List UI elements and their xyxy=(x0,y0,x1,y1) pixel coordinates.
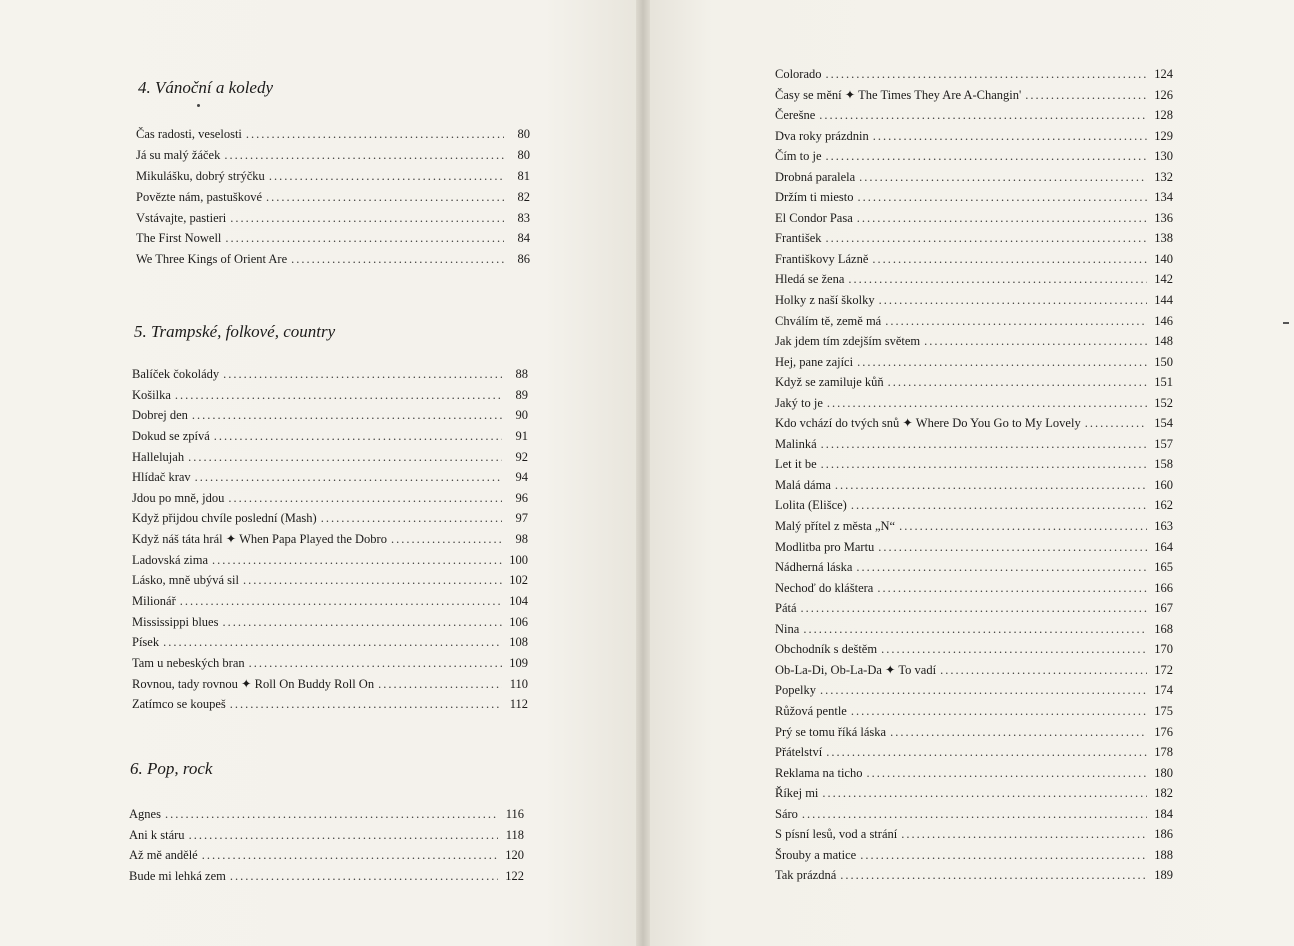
toc-entry-page-number: 167 xyxy=(1154,601,1173,616)
dot-leader xyxy=(901,826,1147,842)
section-entry-list xyxy=(136,126,530,272)
toc-entry xyxy=(132,469,528,490)
toc-entry-title: Modlitba pro Martu xyxy=(775,539,875,554)
dot-leader xyxy=(924,333,1147,349)
toc-entry-page-number: 164 xyxy=(1154,539,1173,554)
dot-leader xyxy=(835,477,1147,493)
toc-entry-title: S písní lesů, vod a strání xyxy=(775,827,898,842)
toc-entry-page-number: 152 xyxy=(1154,395,1173,410)
toc-entry-page-number: 89 xyxy=(515,387,528,402)
dot-leader xyxy=(890,724,1147,740)
toc-entry-page-number: 120 xyxy=(505,848,524,862)
toc-entry-page-number: 176 xyxy=(1154,724,1173,739)
toc-entry-title: Colorado xyxy=(775,67,822,81)
toc-entry-page-number: 94 xyxy=(515,470,528,485)
dot-leader xyxy=(230,868,498,884)
toc-entry-page-number: 116 xyxy=(505,807,524,821)
toc-entry-page-number: 81 xyxy=(517,168,530,183)
dot-leader xyxy=(826,66,1147,82)
toc-entry-title: Kdo vchází do tvých snů ✦ Where Do You Go to My Lovely xyxy=(775,416,1081,431)
dot-leader xyxy=(856,559,1147,575)
dot-leader xyxy=(857,354,1147,370)
toc-entry-page-number: 162 xyxy=(1154,498,1173,513)
toc-entry xyxy=(136,147,530,168)
toc-entry-title: Holky z naší školky xyxy=(775,293,875,308)
dot-leader xyxy=(888,374,1147,390)
toc-entry xyxy=(775,806,1173,827)
toc-entry xyxy=(775,210,1173,231)
toc-entry-title: Mikulášku, dobrý strýčku xyxy=(136,168,265,183)
toc-entry-page-number: 106 xyxy=(509,614,528,629)
toc-entry-page-number: 97 xyxy=(515,511,528,526)
toc-entry-title: Zatímco se koupeš xyxy=(132,697,226,712)
toc-entry-title: Lásko, mně ubývá sil xyxy=(132,573,239,588)
toc-entry xyxy=(775,87,1173,108)
toc-entry xyxy=(775,374,1173,395)
toc-entry-title: Pátá xyxy=(775,601,797,616)
toc-entry xyxy=(775,230,1173,251)
toc-entry-page-number: 163 xyxy=(1154,519,1173,534)
dot-leader xyxy=(881,641,1147,657)
toc-entry-title: Povězte nám, pastuškové xyxy=(136,189,263,204)
toc-entry xyxy=(129,868,524,889)
dot-leader xyxy=(827,395,1147,411)
toc-entry xyxy=(775,785,1173,806)
dot-leader xyxy=(803,621,1147,637)
section-heading: 5. Trampské, folkové, country xyxy=(134,322,336,341)
toc-entry-title: Mississippi blues xyxy=(132,614,219,629)
section-entry-list xyxy=(129,806,524,888)
dot-leader xyxy=(848,271,1147,287)
toc-entry-page-number: 118 xyxy=(505,827,524,842)
toc-entry-page-number: 166 xyxy=(1154,580,1173,595)
toc-entry-page-number: 154 xyxy=(1154,416,1173,431)
dot-leader xyxy=(860,847,1147,863)
toc-entry xyxy=(775,744,1173,765)
toc-entry xyxy=(132,634,528,655)
dot-leader xyxy=(1025,87,1147,103)
toc-entry-page-number: 138 xyxy=(1154,231,1173,246)
dot-leader xyxy=(820,682,1147,698)
dot-leader xyxy=(246,126,504,142)
dot-leader xyxy=(857,210,1147,226)
toc-entry-title: Bude mi lehká zem xyxy=(129,868,226,883)
dot-leader xyxy=(180,593,502,609)
toc-entry-title: Nina xyxy=(775,621,800,636)
toc-entry-title: El Condor Pasa xyxy=(775,210,853,225)
toc-entry-page-number: 129 xyxy=(1154,128,1173,143)
toc-entry-title: Malý přítel z města „N“ xyxy=(775,519,896,534)
toc-entry xyxy=(132,696,528,717)
toc-entry-page-number: 112 xyxy=(509,697,528,712)
dot-leader xyxy=(899,518,1147,534)
toc-entry-title: František xyxy=(775,231,822,246)
toc-entry xyxy=(132,572,528,593)
dot-leader xyxy=(192,407,502,423)
dot-leader xyxy=(225,230,504,246)
dot-leader xyxy=(878,539,1147,555)
toc-entry-title: Říkej mi xyxy=(775,786,819,801)
dot-leader xyxy=(243,572,502,588)
toc-entry-page-number: 130 xyxy=(1154,149,1173,164)
toc-entry-title: Ladovská zima xyxy=(132,552,209,567)
toc-entry xyxy=(775,354,1173,375)
toc-entry-page-number: 142 xyxy=(1154,272,1173,287)
toc-entry-title: Nechoď do kláštera xyxy=(775,580,874,595)
toc-entry-title: Milionář xyxy=(132,594,176,609)
dot-leader xyxy=(249,655,502,671)
toc-entry xyxy=(775,477,1173,498)
dot-leader xyxy=(802,806,1147,822)
toc-entry-page-number: 83 xyxy=(517,210,530,225)
toc-entry xyxy=(775,682,1173,703)
dot-leader xyxy=(189,827,498,843)
toc-entry-title: Držím ti miesto xyxy=(775,190,854,205)
toc-entry-title: Tam u nebeských bran xyxy=(132,655,245,670)
toc-entry-title: Tak prázdná xyxy=(775,868,837,883)
toc-entry-page-number: 170 xyxy=(1154,642,1173,657)
toc-entry-page-number: 140 xyxy=(1154,251,1173,266)
toc-entry-title: Košilka xyxy=(132,387,171,402)
toc-entry-page-number: 90 xyxy=(515,408,528,423)
toc-entry-title: Rovnou, tady rovnou ✦ Roll On Buddy Roll On xyxy=(132,676,375,691)
toc-entry xyxy=(775,271,1173,292)
toc-entry-page-number: 160 xyxy=(1154,477,1173,492)
toc-entry-page-number: 168 xyxy=(1154,621,1173,636)
toc-entry-title: Dva roky prázdnin xyxy=(775,128,869,143)
dot-leader xyxy=(378,676,502,692)
toc-entry xyxy=(775,395,1173,416)
toc-entry xyxy=(132,531,528,552)
toc-entry xyxy=(775,456,1173,477)
toc-entry-title: Malinká xyxy=(775,436,817,451)
dot-leader xyxy=(391,531,502,547)
toc-entry-page-number: 100 xyxy=(509,552,528,567)
toc-entry-title: Hlídač krav xyxy=(132,470,191,485)
toc-entry xyxy=(129,806,524,827)
toc-entry-page-number: 175 xyxy=(1154,703,1173,718)
toc-entry xyxy=(775,621,1173,642)
toc-entry-title: Šrouby a matice xyxy=(775,847,857,862)
dot-leader xyxy=(851,497,1147,513)
toc-entry-title: Písek xyxy=(132,635,160,650)
toc-entry-page-number: 102 xyxy=(509,573,528,588)
toc-entry xyxy=(775,436,1173,457)
toc-entry-title: Balíček čokolády xyxy=(132,367,220,381)
dot-leader xyxy=(872,251,1147,267)
toc-entry-page-number: 174 xyxy=(1154,683,1173,698)
toc-entry xyxy=(775,251,1173,272)
toc-entry-page-number: 132 xyxy=(1154,169,1173,184)
toc-entry xyxy=(132,387,528,408)
dot-leader xyxy=(188,449,502,465)
toc-entry-title: The First Nowell xyxy=(136,231,222,246)
toc-entry-title: Čerešne xyxy=(775,108,816,123)
stray-dot xyxy=(197,104,200,107)
toc-entry xyxy=(132,366,528,387)
dot-leader xyxy=(291,251,504,267)
toc-entry-title: Časy se mění ✦ The Times They Are A-Changin' xyxy=(775,87,1022,102)
toc-entry xyxy=(775,662,1173,683)
dot-leader xyxy=(266,189,504,205)
dot-leader xyxy=(230,210,504,226)
toc-entry xyxy=(775,107,1173,128)
dot-leader xyxy=(228,490,502,506)
section-heading: 4. Vánoční a koledy xyxy=(138,78,274,97)
dot-leader xyxy=(212,552,502,568)
toc-entry xyxy=(775,333,1173,354)
toc-entry-title: Popelky xyxy=(775,683,816,698)
toc-entry-title: Jaký to je xyxy=(775,395,823,410)
dot-leader xyxy=(202,847,498,863)
dot-leader xyxy=(175,387,502,403)
toc-entry xyxy=(136,189,530,210)
toc-entry-page-number: 124 xyxy=(1154,67,1173,81)
toc-entry xyxy=(136,126,530,147)
toc-entry-page-number: 110 xyxy=(509,676,528,691)
toc-entry xyxy=(775,518,1173,539)
toc-entry-page-number: 96 xyxy=(515,490,528,505)
dot-leader xyxy=(821,436,1147,452)
toc-entry-page-number: 136 xyxy=(1154,210,1173,225)
toc-entry xyxy=(132,552,528,573)
dot-leader xyxy=(195,469,502,485)
toc-entry-page-number: 126 xyxy=(1154,87,1173,102)
toc-entry-page-number: 80 xyxy=(517,147,530,162)
toc-entry-page-number: 146 xyxy=(1154,313,1173,328)
toc-entry-page-number: 122 xyxy=(505,868,524,883)
book-gutter xyxy=(636,0,650,946)
toc-entry-title: Drobná paralela xyxy=(775,169,856,184)
dot-leader xyxy=(873,128,1147,144)
toc-entry-title: Až mě andělé xyxy=(129,848,198,862)
toc-entry xyxy=(132,490,528,511)
toc-entry xyxy=(132,593,528,614)
toc-entry-title: We Three Kings of Orient Are xyxy=(136,252,288,267)
toc-entry-page-number: 189 xyxy=(1154,868,1173,883)
toc-entry-title: Já su malý žáček xyxy=(136,147,221,162)
dot-leader xyxy=(230,696,502,712)
toc-entry xyxy=(775,313,1173,334)
dot-leader xyxy=(819,107,1147,123)
toc-entry-page-number: 144 xyxy=(1154,293,1173,308)
dot-leader xyxy=(826,230,1147,246)
toc-entry-title: Čas radosti, veselosti xyxy=(136,127,242,141)
toc-entry-page-number: 109 xyxy=(509,655,528,670)
toc-entry-title: Přátelství xyxy=(775,745,823,760)
toc-entry xyxy=(775,128,1173,149)
toc-entry xyxy=(775,867,1173,888)
section-heading: 6. Pop, rock xyxy=(130,759,213,778)
dot-leader xyxy=(269,168,504,184)
toc-entry xyxy=(775,826,1173,847)
toc-entry-page-number: 82 xyxy=(517,189,530,204)
toc-entry xyxy=(132,676,528,697)
toc-entry-page-number: 108 xyxy=(509,635,528,650)
toc-entry-page-number: 88 xyxy=(515,367,528,381)
toc-entry-page-number: 180 xyxy=(1154,765,1173,780)
dot-leader xyxy=(222,614,502,630)
toc-entry-title: Když se zamiluje kůň xyxy=(775,375,884,390)
dot-leader xyxy=(851,703,1147,719)
dot-leader xyxy=(224,147,504,163)
toc-entry-title: Ani k stáru xyxy=(129,827,185,842)
toc-entry-page-number: 104 xyxy=(509,594,528,609)
toc-entry xyxy=(129,847,524,868)
toc-entry-page-number: 150 xyxy=(1154,354,1173,369)
toc-entry xyxy=(132,407,528,428)
toc-entry-title: Čím to je xyxy=(775,149,822,164)
dot-leader xyxy=(877,580,1147,596)
toc-entry-title: Let it be xyxy=(775,457,817,472)
dot-leader xyxy=(866,765,1147,781)
page-edge-mark xyxy=(1283,322,1289,324)
toc-entry xyxy=(775,415,1173,436)
dot-leader xyxy=(940,662,1147,678)
toc-entry-page-number: 188 xyxy=(1154,847,1173,862)
toc-entry xyxy=(775,847,1173,868)
toc-entry-title: Františkovy Lázně xyxy=(775,251,869,266)
toc-entry-title: Růžová pentle xyxy=(775,703,847,718)
toc-entry-title: Ob-La-Di, Ob-La-Da ✦ To vadí xyxy=(775,662,937,677)
dot-leader xyxy=(163,634,502,650)
toc-entry-title: Hledá se žena xyxy=(775,272,845,287)
toc-entry-title: Jak jdem tím zdejším světem xyxy=(775,334,921,349)
toc-entry xyxy=(775,292,1173,313)
toc-entry-title: Hallelujah xyxy=(132,449,185,464)
toc-entry-page-number: 172 xyxy=(1154,662,1173,677)
toc-entry xyxy=(775,169,1173,190)
dot-leader xyxy=(223,366,502,382)
toc-entry-page-number: 178 xyxy=(1154,745,1173,760)
toc-entry-title: Hej, pane zajíci xyxy=(775,354,854,369)
toc-entry xyxy=(132,510,528,531)
toc-entry-page-number: 84 xyxy=(517,231,530,246)
toc-entry-page-number: 158 xyxy=(1154,457,1173,472)
toc-entry-title: Když náš táta hrál ✦ When Papa Played the Dobro xyxy=(132,532,387,547)
dot-leader xyxy=(859,169,1147,185)
toc-entry-page-number: 148 xyxy=(1154,334,1173,349)
toc-entry xyxy=(132,614,528,635)
dot-leader xyxy=(826,744,1147,760)
toc-entry xyxy=(136,168,530,189)
toc-entry-title: Chválím tě, země má xyxy=(775,313,882,328)
right-page-entry-list xyxy=(775,66,1173,888)
toc-entry-title: Sáro xyxy=(775,806,798,821)
dot-leader xyxy=(840,867,1147,883)
dot-leader xyxy=(857,189,1147,205)
dot-leader xyxy=(821,456,1147,472)
toc-entry xyxy=(775,724,1173,745)
dot-leader xyxy=(801,600,1147,616)
dot-leader xyxy=(822,785,1147,801)
toc-entry-page-number: 165 xyxy=(1154,560,1173,575)
toc-entry-page-number: 80 xyxy=(517,127,530,141)
toc-entry-page-number: 134 xyxy=(1154,190,1173,205)
dot-leader xyxy=(214,428,502,444)
toc-entry-title: Když přijdou chvíle poslední (Mash) xyxy=(132,511,317,526)
toc-entry-title: Obchodník s deštěm xyxy=(775,642,878,657)
toc-entry xyxy=(136,251,530,272)
toc-entry-title: Prý se tomu říká láska xyxy=(775,724,887,739)
toc-entry-page-number: 186 xyxy=(1154,827,1173,842)
toc-entry-page-number: 157 xyxy=(1154,436,1173,451)
toc-entry-title: Nádherná láska xyxy=(775,560,853,575)
toc-entry xyxy=(775,765,1173,786)
toc-entry xyxy=(775,66,1173,87)
toc-entry-title: Jdou po mně, jdou xyxy=(132,490,225,505)
toc-entry-page-number: 92 xyxy=(515,449,528,464)
toc-entry-page-number: 86 xyxy=(517,252,530,267)
dot-leader xyxy=(321,510,502,526)
toc-entry xyxy=(775,580,1173,601)
dot-leader xyxy=(879,292,1147,308)
toc-entry-title: Dobrej den xyxy=(132,408,188,423)
toc-entry-page-number: 182 xyxy=(1154,786,1173,801)
toc-entry-page-number: 151 xyxy=(1154,375,1173,390)
dot-leader xyxy=(1085,415,1147,431)
toc-entry xyxy=(129,827,524,848)
toc-entry xyxy=(775,148,1173,169)
toc-entry xyxy=(775,703,1173,724)
dot-leader xyxy=(885,313,1147,329)
toc-entry-page-number: 128 xyxy=(1154,108,1173,123)
toc-entry-title: Dokud se zpívá xyxy=(132,428,210,443)
toc-entry-page-number: 184 xyxy=(1154,806,1173,821)
toc-entry xyxy=(775,559,1173,580)
toc-entry-title: Reklama na ticho xyxy=(775,765,863,780)
toc-entry xyxy=(136,230,530,251)
toc-entry xyxy=(132,655,528,676)
toc-entry xyxy=(132,428,528,449)
toc-entry xyxy=(132,449,528,470)
toc-entry xyxy=(775,189,1173,210)
toc-entry-page-number: 91 xyxy=(515,428,528,443)
toc-entry xyxy=(775,539,1173,560)
toc-entry-title: Lolita (Elišce) xyxy=(775,498,847,513)
toc-entry xyxy=(136,210,530,231)
toc-entry xyxy=(775,641,1173,662)
toc-entry-page-number: 98 xyxy=(515,532,528,547)
toc-entry-title: Vstávajte, pastieri xyxy=(136,210,227,225)
dot-leader xyxy=(165,806,498,822)
toc-entry xyxy=(775,600,1173,621)
dot-leader xyxy=(826,148,1147,164)
toc-entry-title: Malá dáma xyxy=(775,477,831,492)
toc-entry xyxy=(775,497,1173,518)
section-entry-list xyxy=(132,366,528,717)
toc-entry-title: Agnes xyxy=(129,807,161,821)
